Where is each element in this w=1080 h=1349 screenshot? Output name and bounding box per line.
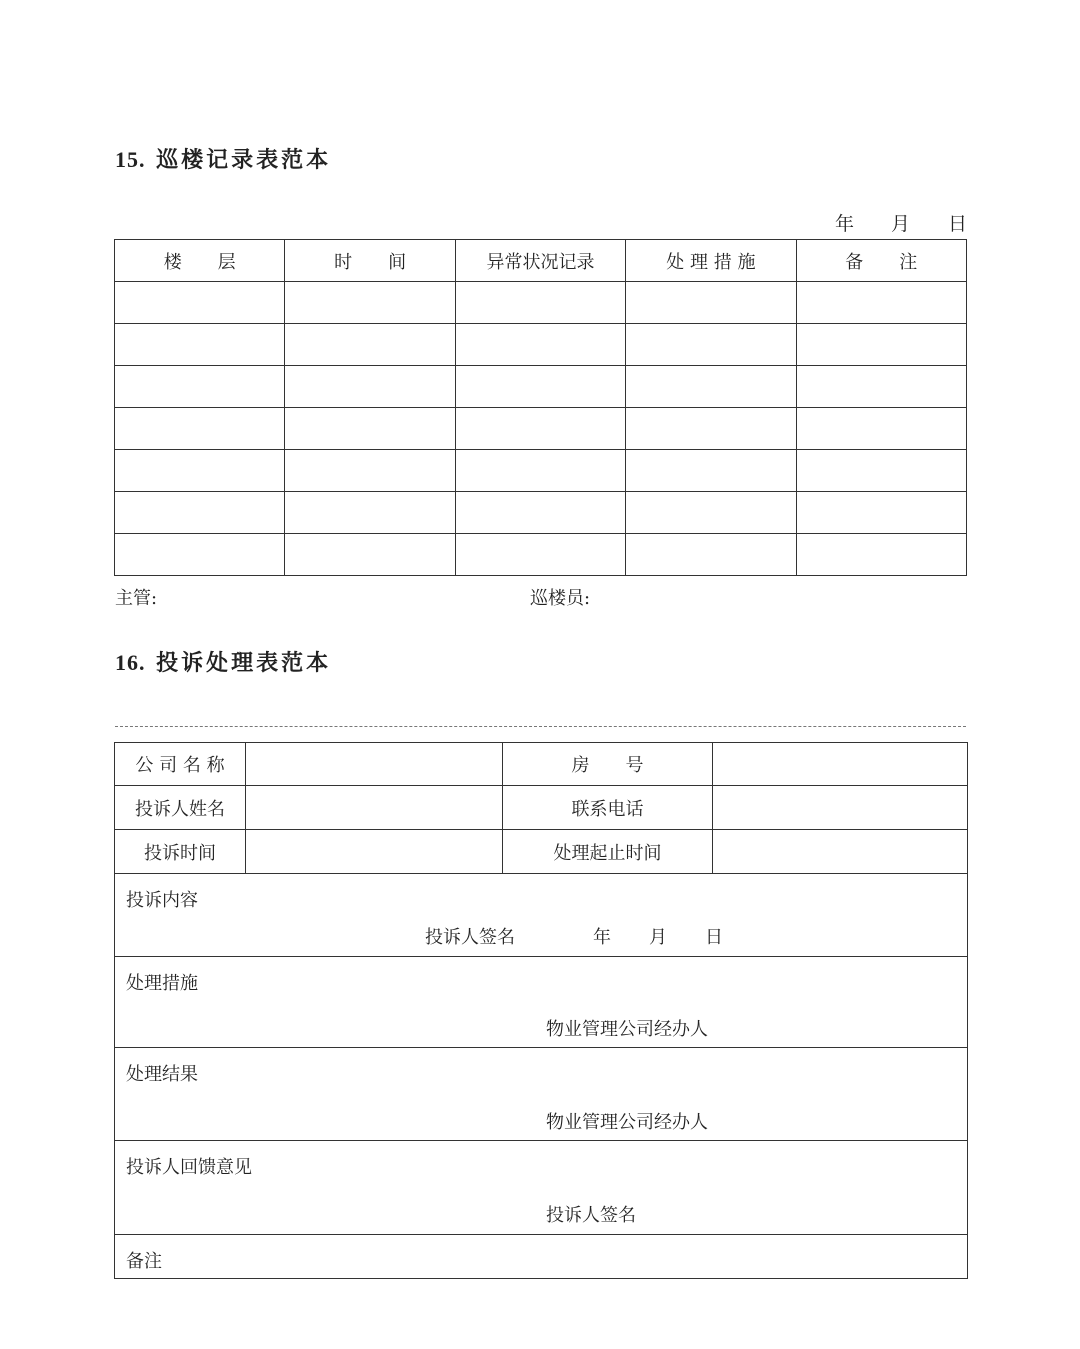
handle-period-label: 处理起止时间 xyxy=(503,830,713,874)
dashed-divider xyxy=(115,726,966,727)
header-abnormal: 异常状况记录 xyxy=(455,240,625,282)
measures-row xyxy=(115,957,968,1048)
feedback-sign-label: 投诉人签名 xyxy=(546,1205,636,1226)
table-cell[interactable] xyxy=(455,408,625,450)
table-cell[interactable] xyxy=(285,282,455,324)
table-cell[interactable] xyxy=(455,324,625,366)
result-row xyxy=(115,1048,968,1141)
section-15-title-text: 巡楼记录表范本 xyxy=(156,147,332,173)
date-year: 年 xyxy=(835,213,855,235)
table-row xyxy=(115,492,967,534)
table-cell[interactable] xyxy=(285,366,455,408)
table-cell[interactable] xyxy=(115,366,285,408)
table-cell[interactable] xyxy=(626,534,796,576)
table-cell[interactable] xyxy=(626,450,796,492)
complaint-time-label: 投诉时间 xyxy=(115,830,246,874)
header-remarks: 备 注 xyxy=(796,240,966,282)
table-cell[interactable] xyxy=(285,534,455,576)
content-day: 日 xyxy=(705,927,723,948)
table-cell[interactable] xyxy=(115,324,285,366)
section-15-title xyxy=(115,143,331,174)
section-16-number: 16. xyxy=(115,650,146,675)
header-measures: 处 理 措 施 xyxy=(626,240,796,282)
complaint-content-row xyxy=(115,874,968,957)
table-cell[interactable] xyxy=(455,534,625,576)
table-cell[interactable] xyxy=(285,450,455,492)
supervisor-label: 主管: xyxy=(115,588,158,609)
table-cell[interactable] xyxy=(455,366,625,408)
table-cell[interactable] xyxy=(115,450,285,492)
table-cell[interactable] xyxy=(626,282,796,324)
section-16-title xyxy=(115,646,331,677)
header-time: 时 间 xyxy=(285,240,455,282)
form-row xyxy=(115,830,968,874)
table-cell[interactable] xyxy=(115,408,285,450)
table-cell[interactable] xyxy=(115,534,285,576)
remarks-label: 备注 xyxy=(126,1251,162,1272)
form-row xyxy=(115,786,968,830)
patrol-record-table xyxy=(114,239,967,576)
table-cell[interactable] xyxy=(115,492,285,534)
complaint-form-table xyxy=(114,742,968,1279)
feedback-label: 投诉人回馈意见 xyxy=(126,1157,252,1178)
table-cell[interactable] xyxy=(796,282,966,324)
table-header-row xyxy=(115,240,967,282)
table-row xyxy=(115,282,967,324)
table-row xyxy=(115,450,967,492)
table-row xyxy=(115,366,967,408)
patroller-label: 巡楼员: xyxy=(530,588,591,609)
content-month: 月 xyxy=(649,927,667,948)
table-cell[interactable] xyxy=(285,408,455,450)
table-cell[interactable] xyxy=(626,324,796,366)
remarks-field[interactable] xyxy=(115,1235,968,1279)
table-cell[interactable] xyxy=(796,450,966,492)
table-cell[interactable] xyxy=(626,492,796,534)
handle-period-field[interactable] xyxy=(713,830,968,874)
table-cell[interactable] xyxy=(455,492,625,534)
complainant-name-field[interactable] xyxy=(246,786,503,830)
content-year: 年 xyxy=(593,927,611,948)
remarks-row xyxy=(115,1235,968,1279)
table-cell[interactable] xyxy=(626,366,796,408)
table-cell[interactable] xyxy=(796,492,966,534)
table-cell[interactable] xyxy=(285,492,455,534)
table-row xyxy=(115,324,967,366)
form-row xyxy=(115,743,968,786)
feedback-row xyxy=(115,1141,968,1235)
measures-sign-label: 物业管理公司经办人 xyxy=(546,1019,708,1040)
table-row xyxy=(115,534,967,576)
complaint-content-label: 投诉内容 xyxy=(126,890,198,911)
table-cell[interactable] xyxy=(455,282,625,324)
date-day: 日 xyxy=(948,213,968,235)
complainant-name-label: 投诉人姓名 xyxy=(115,786,246,830)
section-16-title-text: 投诉处理表范本 xyxy=(156,650,332,676)
table-cell[interactable] xyxy=(626,408,796,450)
feedback-field[interactable] xyxy=(115,1141,968,1235)
measures-label: 处理措施 xyxy=(126,973,198,994)
section-15-number: 15. xyxy=(115,147,146,172)
company-name-label: 公 司 名 称 xyxy=(115,743,246,786)
table-cell[interactable] xyxy=(796,408,966,450)
table-cell[interactable] xyxy=(796,324,966,366)
result-label: 处理结果 xyxy=(126,1064,198,1085)
table-cell[interactable] xyxy=(285,324,455,366)
phone-label: 联系电话 xyxy=(503,786,713,830)
header-floor: 楼 层 xyxy=(115,240,285,282)
measures-field[interactable] xyxy=(115,957,968,1048)
complainant-sign-label: 投诉人签名 xyxy=(425,927,515,948)
room-no-field[interactable] xyxy=(713,743,968,786)
company-name-field[interactable] xyxy=(246,743,503,786)
complaint-time-field[interactable] xyxy=(246,830,503,874)
complaint-content-field[interactable] xyxy=(115,874,968,957)
room-no-label: 房 号 xyxy=(503,743,713,786)
result-sign-label: 物业管理公司经办人 xyxy=(546,1112,708,1133)
table-cell[interactable] xyxy=(455,450,625,492)
table-cell[interactable] xyxy=(115,282,285,324)
table-cell[interactable] xyxy=(796,534,966,576)
table-row xyxy=(115,408,967,450)
date-month: 月 xyxy=(891,213,911,235)
phone-field[interactable] xyxy=(713,786,968,830)
table-cell[interactable] xyxy=(796,366,966,408)
result-field[interactable] xyxy=(115,1048,968,1141)
